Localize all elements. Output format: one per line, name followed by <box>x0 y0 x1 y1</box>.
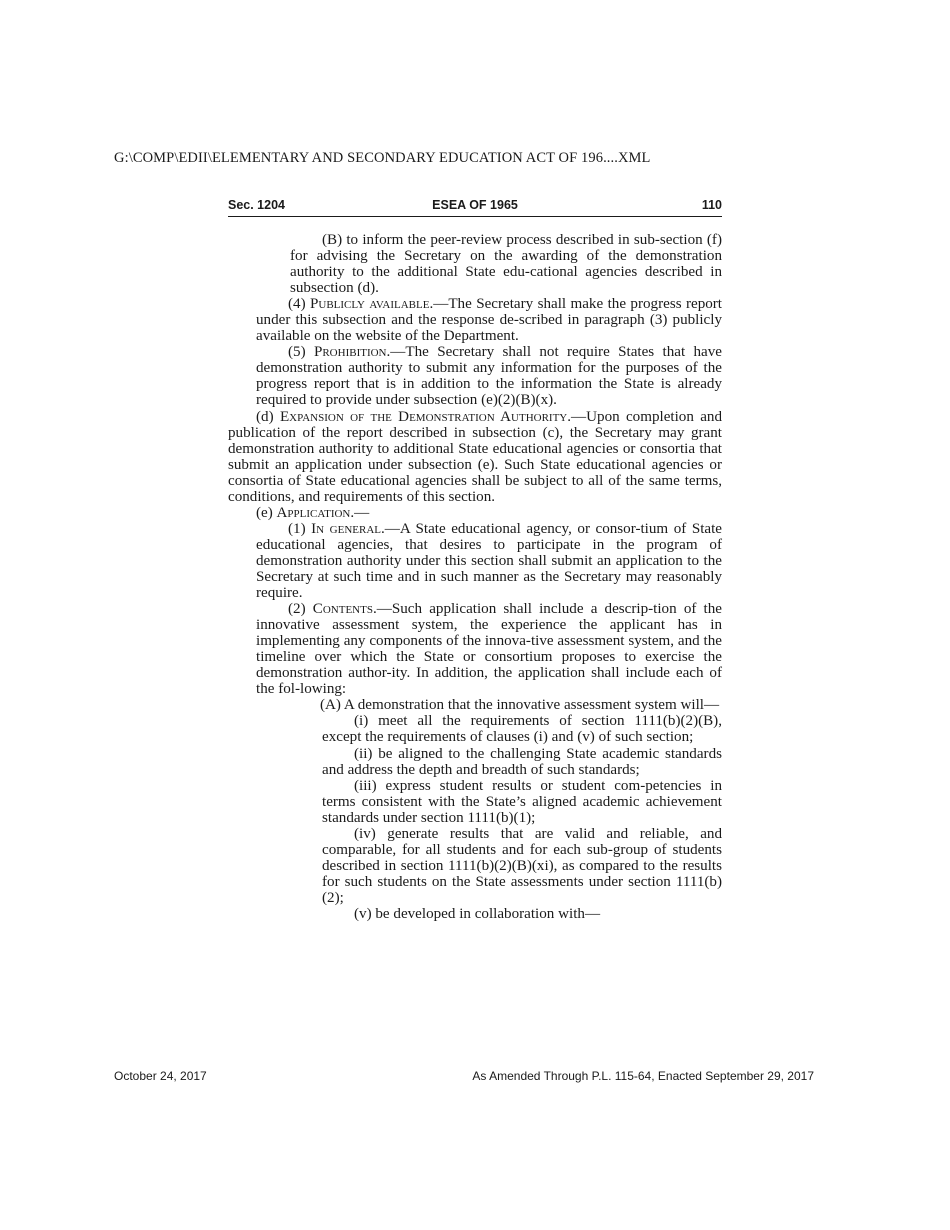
paragraph-4-publicly-available: (4) Publicly available.—The Secretary shall make the progress report under this subsection and the response de-scribed in paragraph (3) publicly available on the website of the Department. <box>256 296 723 345</box>
clause-iv: (iv) generate results that are valid and reliable, and comparable, for all students and for each sub-group of students described in section 1111(b)(2)(B)(xi), as compared to the results for such students on the State assessments under section 1111(b)(2); <box>322 825 722 906</box>
running-head <box>228 198 722 217</box>
footer-date: October 24, 2017 <box>114 1069 207 1083</box>
section-number: Sec. 1204 <box>228 198 285 212</box>
subsection-d-expansion: (d) Expansion of the Demonstration Authority.—Upon completion and publication of the report described in subsection (c), the Secretary may grant demonstration authority to additional State educational agencies or consortia that submit an application under subsection (e). Such State educational agencies or consortia of State educational agencies shall be subject to all of the same terms, conditions, and requirements of this section. <box>228 408 723 505</box>
heading-prohibition: Prohibition <box>313 344 387 361</box>
paragraph-5-prohibition: (5) Prohibition.—The Secretary shall not require States that have demonstration authority to submit any information for the purposes of the progress report that is in addition to the information the State is already required to provide under subsection (e)(2)(B)(x). <box>256 344 722 409</box>
subparagraph-a: (A) A demonstration that the innovative assessment system will— <box>320 697 720 714</box>
clause-ii: (ii) be aligned to the challenging State academic standards and address the depth and breadth of such standards; <box>322 745 722 778</box>
heading-publicly-available: Publicly available <box>310 296 430 313</box>
paragraph-b: (B) to inform the peer-review process described in sub-section (f) for advising the Secretary on the awarding of the demonstration authority to the additional State edu-cational agencies described in subsection (d). <box>290 232 722 297</box>
paragraph-2-contents: (2) Contents.—Such application shall include a descrip-tion of the innovative assessment system, the experience the applicant has in implementing any components of the innova-tive assessment system, and the timeline over which the State or consortium proposes to exercise the demonstration author-ity. In addition, the application shall include each of the fol-lowing: <box>256 601 722 698</box>
file-path-header: G:\COMP\EDII\ELEMENTARY AND SECONDARY EDUCATION ACT OF 196....XML <box>114 150 651 166</box>
clause-iii: (iii) express student results or student com-petencies in terms consistent with the State’s aligned academic achievement standards under section 1111(b)(1); <box>322 777 722 826</box>
act-title: ESEA OF 1965 <box>432 198 518 212</box>
heading-in-general: In general <box>311 520 381 537</box>
page-number: 110 <box>701 198 722 212</box>
clause-i: (i) meet all the requirements of section 1111(b)(2)(B), except the requirements of clauses (i) and (v) of such section; <box>322 713 722 746</box>
clause-v: (v) be developed in collaboration with— <box>354 905 601 922</box>
statute-body <box>228 232 722 922</box>
footer-amended: As Amended Through P.L. 115-64, Enacted September 29, 2017 <box>472 1069 814 1083</box>
heading-application: Application <box>276 504 351 521</box>
heading-expansion: Expansion of the Demonstration Authority <box>279 408 568 425</box>
subsection-e-application: (e) Application.— <box>256 504 370 521</box>
paragraph-1-in-general: (1) In general.—A State educational agency, or consor-tium of State educational agencies, that desires to participate in the program of demonstration authority under this section shall submit an application to the Secretary at such time and in such manner as the Secretary may reasonably require. <box>256 520 722 602</box>
heading-contents: Contents <box>312 601 373 618</box>
